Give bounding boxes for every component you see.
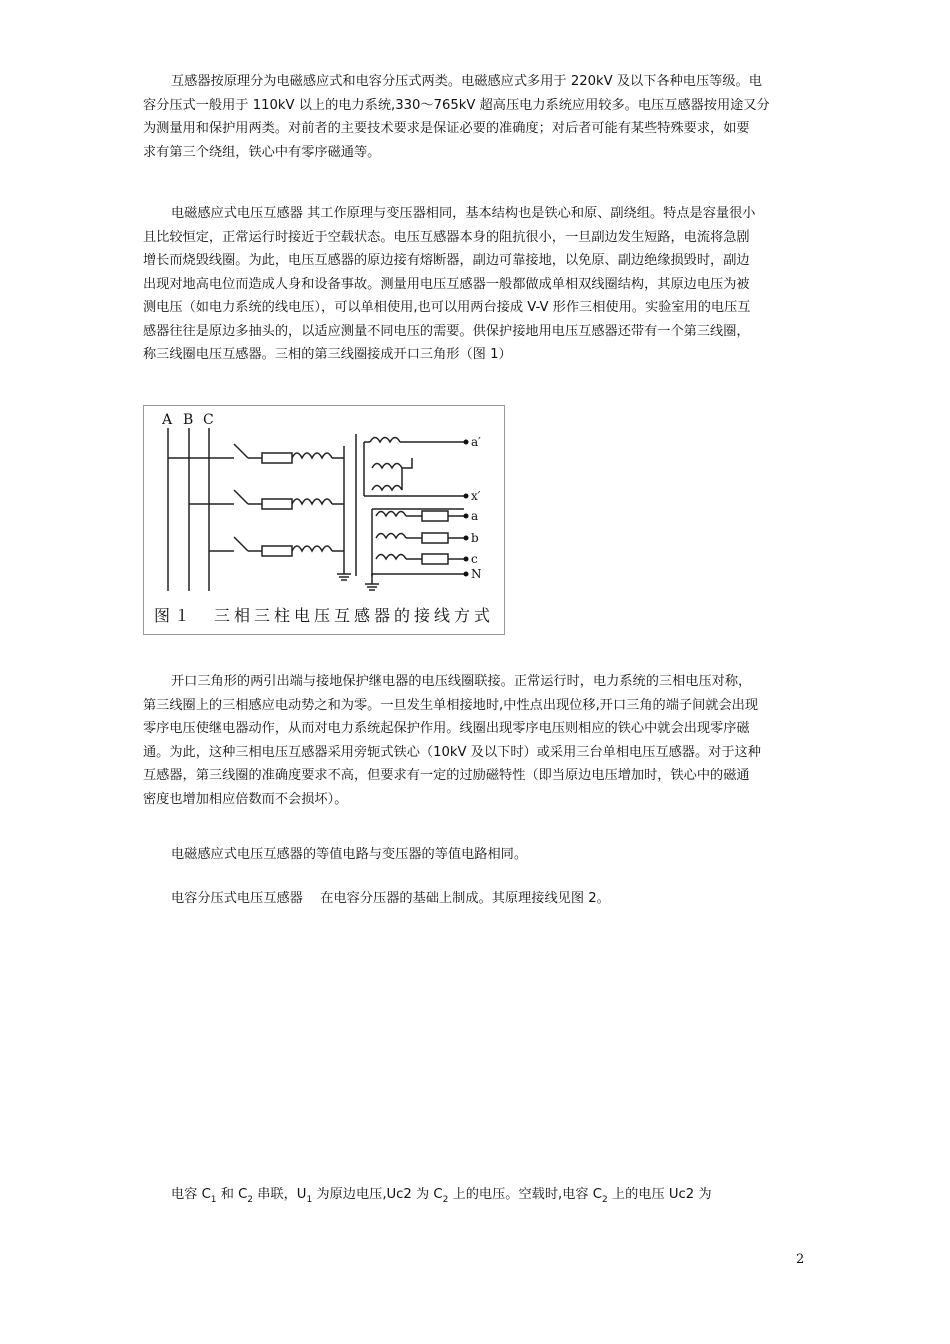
text-run: 串联，U [253,1187,307,1202]
text-line: 通。为此，这种三相电压互感器采用旁轭式铁心（10kV 及以下时）或采用三台单相电压互感器。对于这种 [143,744,761,760]
text-line: 求有第三个绕组，铁心中有零序磁通等。 [143,144,381,160]
text-line: 零序电压使继电器动作，从而对电力系统起保护作用。线圈出现零序电压则相应的铁心中就会出现零序磁 [143,721,750,736]
phase-label-c: C [203,412,214,428]
text-line: 密度也增加相应倍数而不会损坏）。 [143,791,348,807]
text-line: 电磁感应式电压互感器 其工作原理与变压器相同，基本结构也是铁心和原、副绕组。特点是容量很小 [171,206,756,221]
text-line: 第三线圈上的三相感应电动势之和为零。一旦发生单相接地时,中性点出现位移,开口三角的端子间就会出现 [143,697,759,713]
text-run: 上的电压 Uc2 为 [607,1187,712,1202]
text-line: 感器往往是原边多抽头的，以适应测量不同电压的需要。供保护接地用电压互感器还带有一个第三线圈， [143,323,750,339]
terminal-label: x′ [471,489,481,503]
subscript: 1 [210,1195,217,1205]
phase-label-a: A [162,412,173,428]
text-line: 测电压（如电力系统的线电压），可以单相使用,也可以用两台接成 V-V 形作三相使用。实验室用的电压互 [143,300,751,315]
text-line [143,1183,807,1209]
text-run: 为原边电压,Uc2 为 C [312,1187,443,1202]
figure-1 [143,405,505,635]
paragraph-2 [143,202,807,367]
text-run: 和 C [216,1187,248,1202]
subscript: 1 [306,1195,313,1205]
subscript: 2 [602,1195,608,1205]
text-line: 称三线圈电压互感器。三相的第三线圈接成开口三角形（图 1） [143,347,512,362]
text-line: 增长而烧毁线圈。为此，电压互感器的原边接有熔断器，副边可靠接地，以免原、副边绝缘损毁时，副边 [143,253,750,268]
terminal-label: a [471,509,479,523]
text-run: 电容 C [171,1187,211,1202]
terminal-label: a′ [471,435,481,449]
text-run: 上的电压。空载时,电容 C [448,1187,602,1202]
subscript: 2 [442,1195,449,1205]
text-line: 互感器，第三线圈的准确度要求不高，但要求有一定的过励磁特性（即当原边电压增加时，铁心中的磁通 [143,768,750,783]
paragraph-5 [143,887,807,911]
text-line: 互感器按原理分为电磁感应式和电容分压式两类。电磁感应式多用于 220kV 及以下各种电压等级。电 [171,74,762,89]
terminal-label: N [471,567,482,581]
text-line: 容分压式一般用于 110kV 以上的电力系统,330～765kV 超高压电力系统应用较多。电压互感器按用途又分 [143,97,770,113]
paragraph-4 [143,843,807,867]
paragraph-6 [143,1183,807,1209]
page-number: 2 [796,1252,805,1267]
paragraph-3 [143,670,807,811]
terminal-label: b [471,531,479,545]
phase-label-b: B [183,412,194,428]
subscript: 2 [247,1195,254,1205]
text-line: 开口三角形的两引出端与接地保护继电器的电压线圈联接。正常运行时，电力系统的三相电压对称， [171,674,752,689]
text-line: 出现对地高电位而造成人身和设备事故。测量用电压互感器一般都做成单相双线圈结构，其原边电压为被 [143,276,750,292]
text-line: 电磁感应式电压互感器的等值电路与变压器的等值电路相同。 [171,847,528,862]
wiring-diagram [144,406,504,634]
text-line: 电容分压式电压互感器 在电容分压器的基础上制成。其原理接线见图 2。 [171,891,610,906]
text-line: 且比较恒定，正常运行时接近于空载状态。电压互感器本身的阻抗很小，一旦副边发生短路，电流将急剧 [143,229,750,245]
terminal-label: c [471,552,478,566]
figure-caption: 图１ 三相三柱电压互感器的接线方式 [153,606,494,625]
paragraph-1 [143,70,807,164]
text-line: 为测量用和保护用两类。对前者的主要技术要求是保证必要的准确度；对后者可能有某些特殊要求，如要 [143,121,750,136]
